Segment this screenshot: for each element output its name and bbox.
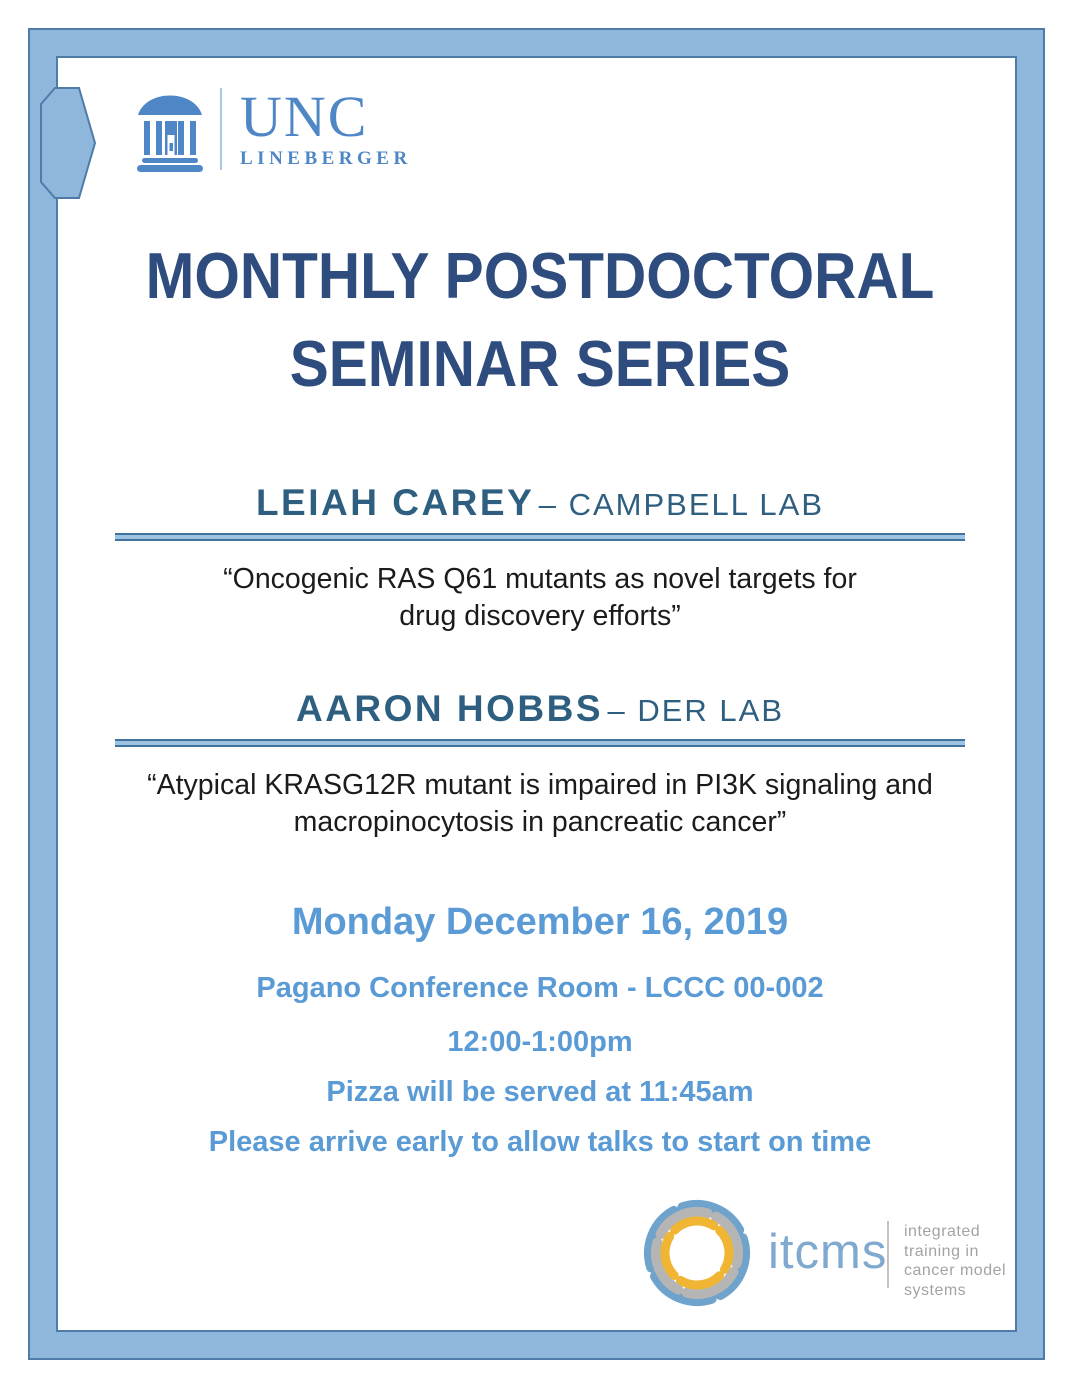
itcms-wordmark: itcms [768,1225,888,1279]
itcms-tagline-line2: training in [904,1242,979,1260]
logo-wordmark-block [240,86,412,169]
talk-title-line2: drug discovery efforts” [399,600,681,632]
itcms-divider [887,1221,889,1288]
itcms-tagline-line4: systems [904,1281,967,1299]
section-divider-rule [115,533,965,541]
speaker-section-carey [0,482,1080,635]
event-food-note: Pizza will be served at 11:45am [326,1076,754,1108]
speaker-section-hobbs [0,688,1080,841]
page-title-line1: MONTHLY POSTDOCTORAL [145,239,935,312]
section-divider-rule [115,739,965,747]
lineberger-wordmark: LINEBERGER [240,148,412,169]
event-arrival-note: Please arrive early to allow talks to start on time [208,1126,872,1158]
event-location: Pagano Conference Room - LCCC 00-002 [256,972,824,1004]
talk-title-line2: macropinocytosis in pancreatic cancer” [293,806,787,838]
talk-title [0,767,1080,841]
itcms-tagline [904,1222,1006,1300]
talk-title-line1: “Oncogenic RAS Q61 mutants as novel targets for [223,563,857,595]
logo-divider [220,88,222,170]
itcms-tagline-line1: integrated [904,1223,981,1240]
speaker-name: LEIAH CAREY [255,482,535,523]
itcms-tagline-line3: cancer model [904,1262,1007,1279]
unc-wordmark: UNC [240,84,369,149]
event-details [0,900,1080,1160]
speaker-heading [0,482,1080,532]
talk-title-line1: “Atypical KRASG12R mutant is impaired in PI3K signaling and [147,769,933,801]
itcms-swirl-icon [640,1196,754,1310]
talk-title [0,561,1080,635]
speaker-lab: – DER LAB [607,693,785,728]
speaker-name: AARON HOBBS [295,688,604,729]
bookmark-tab-icon [39,86,97,204]
speaker-lab: – CAMPBELL LAB [538,487,825,522]
event-time: 12:00-1:00pm [447,1026,633,1058]
page-title-line2: SEMINAR SERIES [289,327,791,400]
event-date: Monday December 16, 2019 [291,901,789,943]
old-well-icon [134,88,206,176]
speaker-heading [0,688,1080,738]
page-title [0,232,1080,408]
